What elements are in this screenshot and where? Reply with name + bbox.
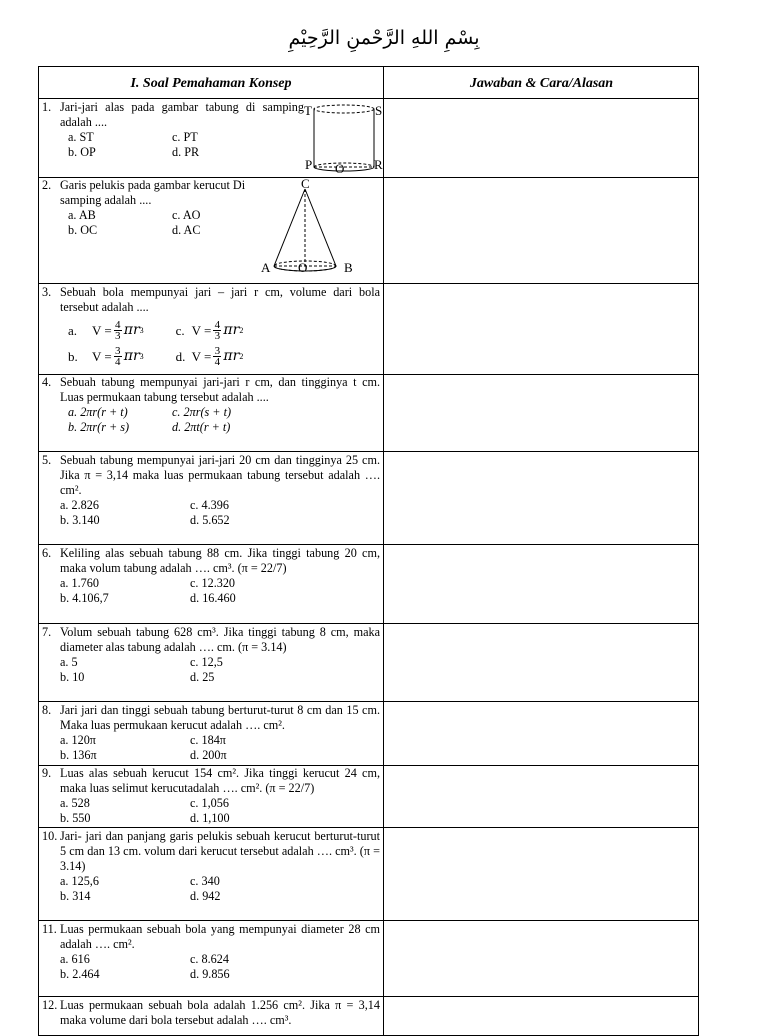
- option-b: b. 314: [60, 889, 91, 903]
- option-d: d. 942: [190, 889, 221, 903]
- point-label-c: C: [301, 176, 310, 191]
- options: [60, 498, 380, 528]
- question-text: Jari-jari alas pada gambar tabung di samping adalah ....: [60, 100, 304, 129]
- option-row-ac: [68, 319, 380, 341]
- option-a: a. 5: [60, 655, 78, 669]
- options: [68, 405, 380, 435]
- option-d: d. 2πt(r + t): [172, 420, 231, 434]
- option-c: c. PT: [172, 130, 198, 144]
- row-divider: [39, 827, 698, 828]
- options: [60, 576, 380, 606]
- question-number: 2.: [42, 178, 52, 192]
- pi-r: πr: [123, 347, 140, 364]
- option-letter: a.: [68, 322, 78, 338]
- question-number: 10.: [42, 829, 58, 843]
- option-v: V =: [92, 348, 112, 364]
- question-text: Luas alas sebuah kerucut 154 cm². Jika tinggi kerucut 24 cm, maka luas selimut kerucutadalah …. cm². (π = 22/7): [60, 766, 380, 795]
- option-d: d. 200π: [190, 748, 227, 762]
- row-divider: [39, 451, 698, 452]
- row-divider: [39, 920, 698, 921]
- option-a: a. 2πr(r + t): [68, 405, 128, 419]
- option-v: V =: [191, 348, 212, 364]
- options: [60, 874, 380, 904]
- question-text: Sebuah bola mempunyai jari – jari r cm, volume dari bola tersebut adalah ....: [60, 285, 380, 314]
- option-v: V =: [191, 322, 212, 338]
- question-table: [38, 66, 699, 1036]
- option-b: b. OP: [68, 145, 96, 159]
- option-d: d. 9.856: [190, 967, 230, 981]
- option-d: d. 5.652: [190, 513, 230, 527]
- exponent: 2: [239, 351, 244, 361]
- option-c: c. 1,056: [190, 796, 229, 810]
- question-number: 4.: [42, 375, 52, 389]
- option-v: V =: [92, 322, 112, 338]
- question-number: 6.: [42, 546, 52, 560]
- options: [68, 208, 257, 238]
- option-b: b. 3.140: [60, 513, 100, 527]
- question-number: 7.: [42, 625, 52, 639]
- point-label-o: O: [335, 161, 345, 176]
- point-label-b: B: [344, 260, 353, 275]
- question-text: Volum sebuah tabung 628 cm³. Jika tinggi tabung 8 cm, maka diameter alas tabung adalah …. cm. (π = 3.14): [60, 625, 380, 654]
- option-c: c. 2πr(s + t): [172, 405, 232, 419]
- options: [60, 733, 380, 763]
- option-b: b. 2πr(r + s): [68, 420, 130, 434]
- question-7: [42, 625, 380, 685]
- question-1: [42, 100, 304, 160]
- question-number: 3.: [42, 285, 52, 299]
- option-d: d. AC: [172, 223, 201, 237]
- row-divider: [39, 623, 698, 624]
- pi-r: πr: [123, 321, 140, 338]
- question-text: Luas permukaan sebuah bola yang mempunyai diameter 28 cm adalah …. cm².: [60, 922, 380, 951]
- question-6: [42, 546, 380, 606]
- exponent: 2: [239, 325, 244, 335]
- fraction: $\frac{3}{4}$: [115, 344, 121, 368]
- question-text: Sebuah tabung mempunyai jari-jari r cm, dan tingginya t cm. Luas permukaan tabung tersebut adalah ....: [60, 375, 380, 404]
- option-d: d. 1,100: [190, 811, 230, 825]
- option-b: b. OC: [68, 223, 98, 237]
- option-a: a. 125,6: [60, 874, 99, 888]
- option-a: a. 2.826: [60, 498, 99, 512]
- exponent: 3: [139, 325, 144, 335]
- point-label-p: P: [305, 157, 313, 172]
- question-number: 12.: [42, 998, 58, 1012]
- header-questions: I. Soal Pemahaman Konsep: [130, 76, 292, 91]
- option-letter: d.: [175, 348, 186, 364]
- question-10: [42, 829, 380, 904]
- point-label-r: R: [374, 157, 383, 172]
- row-divider: [39, 283, 698, 284]
- option-a: a. 1.760: [60, 576, 99, 590]
- option-c: c. 4.396: [190, 498, 229, 512]
- question-4: [42, 375, 380, 435]
- option-c: c. 12,5: [190, 655, 223, 669]
- row-divider: [39, 701, 698, 702]
- option-a: a. ST: [68, 130, 94, 144]
- question-5: [42, 453, 380, 528]
- pi-r: πr: [223, 347, 240, 364]
- option-d: d. PR: [172, 145, 200, 159]
- question-text: Jari- jari dan panjang garis pelukis sebuah kerucut berturut-turut 5 cm dan 13 cm. volum dari kerucut tersebut adalah …. cm³. (π = 3.14): [60, 829, 380, 873]
- option-b: b. 4.106,7: [60, 591, 109, 605]
- options: [60, 655, 380, 685]
- option-b: b. 10: [60, 670, 85, 684]
- fraction: $\frac{4}{3}$: [214, 318, 221, 342]
- column-divider: [383, 67, 384, 1035]
- point-label-o: O: [298, 260, 308, 275]
- bismillah-heading: بِسْمِ اللهِ الرَّحْمنِ الرَّحِيْمِ: [288, 27, 480, 49]
- question-text: Garis pelukis pada gambar kerucut Di samping adalah ....: [60, 178, 246, 207]
- question-2: [42, 178, 257, 238]
- option-b: b. 2.464: [60, 967, 100, 981]
- option-letter: b.: [68, 348, 78, 364]
- option-c: c. 340: [190, 874, 220, 888]
- options: [68, 130, 304, 160]
- point-label-a: A: [261, 260, 271, 275]
- question-text: Sebuah tabung mempunyai jari-jari 20 cm dan tingginya 25 cm. Jika π = 3,14 maka luas permukaan tabung tersebut adalah …. cm².: [60, 453, 380, 497]
- question-text: Jari jari dan tinggi sebuah tabung berturut-turut 8 cm dan 15 cm. Maka luas permukaan kerucut adalah …. cm².: [60, 703, 380, 732]
- option-letter: c.: [175, 322, 185, 338]
- question-text: Luas permukaan sebuah bola adalah 1.256 cm². Jika π = 3,14 maka volume dari bola tersebut adalah …. cm³.: [60, 998, 380, 1027]
- question-number: 8.: [42, 703, 52, 717]
- question-number: 1.: [42, 100, 52, 114]
- question-text: Keliling alas sebuah tabung 88 cm. Jika tinggi tabung 20 cm, maka volum tabung adalah …. cm³. (π = 22/7): [60, 546, 380, 575]
- option-c: c. 8.624: [190, 952, 229, 966]
- option-b: b. 550: [60, 811, 91, 825]
- options: [60, 952, 380, 982]
- options: [60, 796, 380, 826]
- question-number: 11.: [42, 922, 57, 936]
- question-9: [42, 766, 380, 826]
- option-d: d. 25: [190, 670, 215, 684]
- cone-figure: [269, 185, 369, 277]
- option-c: c. 184π: [190, 733, 226, 747]
- question-8: [42, 703, 380, 763]
- point-label-s: S: [375, 103, 383, 118]
- row-divider: [39, 996, 698, 997]
- option-d: d. 16.460: [190, 591, 236, 605]
- question-number: 9.: [42, 766, 52, 780]
- fraction: $\frac{3}{4}$: [214, 344, 221, 368]
- option-c: c. AO: [172, 208, 201, 222]
- option-a: a. AB: [68, 208, 96, 222]
- option-b: b. 136π: [60, 748, 97, 762]
- pi-r: πr: [223, 321, 240, 338]
- fraction: $\frac{4}{3}$: [115, 318, 121, 342]
- point-label-t: T: [304, 103, 312, 118]
- option-row-bd: [68, 345, 380, 367]
- question-3: [42, 285, 380, 367]
- header-answers: Jawaban & Cara/Alasan: [469, 76, 614, 91]
- exponent: 3: [139, 351, 144, 361]
- row-divider: [39, 544, 698, 545]
- question-number: 5.: [42, 453, 52, 467]
- option-c: c. 12.320: [190, 576, 236, 590]
- option-a: a. 616: [60, 952, 90, 966]
- option-a: a. 120π: [60, 733, 96, 747]
- option-a: a. 528: [60, 796, 90, 810]
- question-11: [42, 922, 380, 982]
